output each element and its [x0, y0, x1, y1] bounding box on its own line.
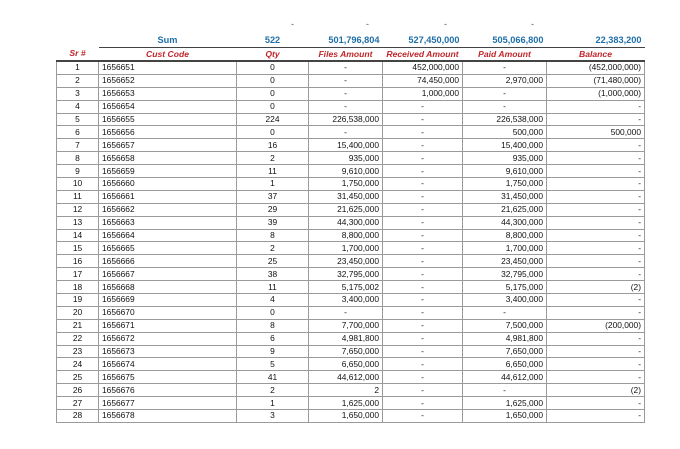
cell-paid-amount[interactable]: 23,450,000 [463, 255, 547, 268]
cell-paid-amount[interactable]: 935,000 [463, 152, 547, 165]
cell-cust-code[interactable]: 1656657 [99, 139, 237, 152]
cell-files-amount[interactable]: 7,650,000 [309, 345, 383, 358]
cell-balance[interactable]: - [547, 242, 645, 255]
cell-files-amount[interactable]: 23,450,000 [309, 255, 383, 268]
cell-paid-amount[interactable]: 32,795,000 [463, 268, 547, 281]
top-marks [0, 19, 680, 31]
cell-files-amount[interactable]: 32,795,000 [309, 268, 383, 281]
cell-received-amount[interactable]: - [383, 165, 463, 178]
table-row[interactable] [57, 190, 645, 203]
cell-cust-code[interactable]: 1656678 [99, 410, 237, 423]
cell-sr[interactable]: 17 [57, 268, 99, 281]
summary-balance: 22,383,200 [547, 34, 645, 48]
cell-paid-amount[interactable]: 8,800,000 [463, 229, 547, 242]
summary-label: Sum [99, 34, 237, 48]
cell-received-amount[interactable]: - [383, 113, 463, 126]
cell-sr[interactable]: 6 [57, 126, 99, 139]
cell-received-amount[interactable]: - [383, 203, 463, 216]
cell-files-amount[interactable]: - [309, 126, 383, 139]
cell-balance[interactable]: - [547, 294, 645, 307]
table-row[interactable] [57, 319, 645, 332]
cell-received-amount[interactable]: - [383, 190, 463, 203]
cell-paid-amount[interactable]: 2,970,000 [463, 74, 547, 87]
cell-qty[interactable]: 16 [237, 139, 309, 152]
header-paid-amount: Paid Amount [463, 48, 547, 62]
cell-balance[interactable]: - [547, 345, 645, 358]
cell-paid-amount[interactable]: 31,450,000 [463, 190, 547, 203]
table-row[interactable] [57, 152, 645, 165]
cell-received-amount[interactable]: - [383, 358, 463, 371]
cell-paid-amount[interactable]: 44,612,000 [463, 371, 547, 384]
cell-sr[interactable]: 10 [57, 178, 99, 191]
top-mark: - [291, 19, 294, 29]
cell-sr[interactable]: 19 [57, 294, 99, 307]
cell-paid-amount[interactable]: - [463, 61, 547, 74]
cell-files-amount[interactable]: 21,625,000 [309, 203, 383, 216]
table-row[interactable] [57, 332, 645, 345]
table-row[interactable] [57, 281, 645, 294]
cell-files-amount[interactable]: 4,981,800 [309, 332, 383, 345]
table-row[interactable] [57, 165, 645, 178]
table-row[interactable] [57, 371, 645, 384]
summary-qty: 522 [237, 34, 309, 48]
summary-paid-amount: 505,066,800 [463, 34, 547, 48]
cell-qty[interactable]: 2 [237, 152, 309, 165]
cell-received-amount[interactable]: 1,000,000 [383, 87, 463, 100]
cell-files-amount[interactable]: - [309, 61, 383, 74]
cell-balance[interactable]: - [547, 216, 645, 229]
cell-received-amount[interactable]: - [383, 178, 463, 191]
cell-qty[interactable]: 3 [237, 410, 309, 423]
cell-cust-code[interactable]: 1656652 [99, 74, 237, 87]
cell-sr[interactable]: 24 [57, 358, 99, 371]
table-row[interactable] [57, 61, 645, 74]
header-row [57, 48, 645, 62]
cell-balance[interactable]: (2) [547, 281, 645, 294]
cell-qty[interactable]: 6 [237, 332, 309, 345]
cell-sr[interactable]: 18 [57, 281, 99, 294]
cell-received-amount[interactable]: - [383, 397, 463, 410]
cell-qty[interactable]: 9 [237, 345, 309, 358]
cell-qty[interactable]: 0 [237, 87, 309, 100]
cell-sr[interactable]: 2 [57, 74, 99, 87]
table-row[interactable] [57, 126, 645, 139]
summary-blank-cell [57, 34, 99, 48]
cell-files-amount[interactable]: 44,300,000 [309, 216, 383, 229]
table-row[interactable] [57, 306, 645, 319]
customer-ledger-table [56, 34, 645, 423]
cell-balance[interactable]: (71,480,000) [547, 74, 645, 87]
cell-received-amount[interactable]: - [383, 242, 463, 255]
cell-balance[interactable]: - [547, 100, 645, 113]
cell-paid-amount[interactable]: - [463, 306, 547, 319]
cell-paid-amount[interactable]: 1,700,000 [463, 242, 547, 255]
cell-cust-code[interactable]: 1656655 [99, 113, 237, 126]
cell-files-amount[interactable]: 31,450,000 [309, 190, 383, 203]
cell-balance[interactable]: - [547, 371, 645, 384]
table-row[interactable] [57, 345, 645, 358]
cell-sr[interactable]: 16 [57, 255, 99, 268]
cell-qty[interactable]: 41 [237, 371, 309, 384]
cell-files-amount[interactable]: 2 [309, 384, 383, 397]
cell-qty[interactable]: 4 [237, 294, 309, 307]
cell-sr[interactable]: 14 [57, 229, 99, 242]
summary-files-amount: 501,796,804 [309, 34, 383, 48]
top-mark: - [444, 19, 447, 29]
cell-qty[interactable]: 5 [237, 358, 309, 371]
cell-received-amount[interactable]: 452,000,000 [383, 61, 463, 74]
cell-cust-code[interactable]: 1656669 [99, 294, 237, 307]
header-qty: Qty [237, 48, 309, 62]
cell-qty[interactable]: 8 [237, 229, 309, 242]
cell-files-amount[interactable]: 9,610,000 [309, 165, 383, 178]
cell-cust-code[interactable]: 1656675 [99, 371, 237, 384]
cell-balance[interactable]: 500,000 [547, 126, 645, 139]
cell-cust-code[interactable]: 1656654 [99, 100, 237, 113]
cell-sr[interactable]: 21 [57, 319, 99, 332]
table-row[interactable] [57, 139, 645, 152]
cell-files-amount[interactable]: - [309, 74, 383, 87]
cell-paid-amount[interactable]: 15,400,000 [463, 139, 547, 152]
cell-qty[interactable]: 25 [237, 255, 309, 268]
top-mark: - [531, 19, 534, 29]
cell-sr[interactable]: 5 [57, 113, 99, 126]
cell-paid-amount[interactable]: - [463, 100, 547, 113]
cell-files-amount[interactable]: 1,750,000 [309, 178, 383, 191]
cell-cust-code[interactable]: 1656671 [99, 319, 237, 332]
cell-paid-amount[interactable]: 4,981,800 [463, 332, 547, 345]
cell-balance[interactable]: - [547, 268, 645, 281]
header-cust-code: Cust Code [99, 48, 237, 62]
table-row[interactable] [57, 87, 645, 100]
header-files-amount: Files Amount [309, 48, 383, 62]
cell-qty[interactable]: 38 [237, 268, 309, 281]
cell-qty[interactable]: 2 [237, 384, 309, 397]
cell-sr[interactable]: 11 [57, 190, 99, 203]
cell-received-amount[interactable]: - [383, 306, 463, 319]
cell-files-amount[interactable]: 1,625,000 [309, 397, 383, 410]
table-row[interactable] [57, 113, 645, 126]
cell-sr[interactable]: 28 [57, 410, 99, 423]
table-row[interactable] [57, 216, 645, 229]
table-row[interactable] [57, 268, 645, 281]
cell-received-amount[interactable]: 74,450,000 [383, 74, 463, 87]
cell-paid-amount[interactable]: - [463, 384, 547, 397]
cell-received-amount[interactable]: - [383, 216, 463, 229]
cell-paid-amount[interactable]: 44,300,000 [463, 216, 547, 229]
cell-sr[interactable]: 27 [57, 397, 99, 410]
cell-balance[interactable]: - [547, 165, 645, 178]
cell-files-amount[interactable]: - [309, 100, 383, 113]
cell-qty[interactable]: 37 [237, 190, 309, 203]
cell-files-amount[interactable]: 935,000 [309, 152, 383, 165]
cell-files-amount[interactable]: 7,700,000 [309, 319, 383, 332]
cell-paid-amount[interactable]: 3,400,000 [463, 294, 547, 307]
cell-cust-code[interactable]: 1656658 [99, 152, 237, 165]
cell-balance[interactable]: - [547, 255, 645, 268]
cell-cust-code[interactable]: 1656656 [99, 126, 237, 139]
cell-balance[interactable]: - [547, 410, 645, 423]
cell-paid-amount[interactable]: 21,625,000 [463, 203, 547, 216]
cell-sr[interactable]: 26 [57, 384, 99, 397]
cell-files-amount[interactable]: 5,175,002 [309, 281, 383, 294]
cell-sr[interactable]: 7 [57, 139, 99, 152]
cell-received-amount[interactable]: - [383, 126, 463, 139]
cell-balance[interactable]: (1,000,000) [547, 87, 645, 100]
cell-received-amount[interactable]: - [383, 100, 463, 113]
summary-received-amount: 527,450,000 [383, 34, 463, 48]
cell-cust-code[interactable]: 1656667 [99, 268, 237, 281]
cell-paid-amount[interactable]: 1,650,000 [463, 410, 547, 423]
cell-received-amount[interactable]: - [383, 384, 463, 397]
cell-cust-code[interactable]: 1656677 [99, 397, 237, 410]
cell-received-amount[interactable]: - [383, 281, 463, 294]
table-row[interactable] [57, 384, 645, 397]
cell-balance[interactable]: - [547, 139, 645, 152]
cell-qty[interactable]: 2 [237, 242, 309, 255]
cell-paid-amount[interactable]: 9,610,000 [463, 165, 547, 178]
cell-cust-code[interactable]: 1656674 [99, 358, 237, 371]
cell-cust-code[interactable]: 1656668 [99, 281, 237, 294]
cell-files-amount[interactable]: 1,650,000 [309, 410, 383, 423]
cell-received-amount[interactable]: - [383, 332, 463, 345]
cell-balance[interactable]: (200,000) [547, 319, 645, 332]
cell-sr[interactable]: 1 [57, 61, 99, 74]
cell-sr[interactable]: 8 [57, 152, 99, 165]
table-row[interactable] [57, 410, 645, 423]
cell-qty[interactable]: 0 [237, 61, 309, 74]
cell-balance[interactable]: - [547, 306, 645, 319]
cell-balance[interactable]: - [547, 190, 645, 203]
cell-paid-amount[interactable]: 7,500,000 [463, 319, 547, 332]
cell-qty[interactable]: 0 [237, 126, 309, 139]
cell-cust-code[interactable]: 1656665 [99, 242, 237, 255]
cell-received-amount[interactable]: - [383, 345, 463, 358]
cell-balance[interactable]: - [547, 152, 645, 165]
cell-sr[interactable]: 9 [57, 165, 99, 178]
cell-qty[interactable]: 1 [237, 397, 309, 410]
cell-balance[interactable]: - [547, 358, 645, 371]
cell-qty[interactable]: 11 [237, 281, 309, 294]
cell-sr[interactable]: 20 [57, 306, 99, 319]
cell-cust-code[interactable]: 1656661 [99, 190, 237, 203]
cell-received-amount[interactable]: - [383, 371, 463, 384]
table-row[interactable] [57, 358, 645, 371]
cell-files-amount[interactable]: - [309, 306, 383, 319]
cell-cust-code[interactable]: 1656670 [99, 306, 237, 319]
cell-qty[interactable]: 1 [237, 178, 309, 191]
cell-cust-code[interactable]: 1656666 [99, 255, 237, 268]
cell-files-amount[interactable]: 226,538,000 [309, 113, 383, 126]
cell-paid-amount[interactable]: 1,625,000 [463, 397, 547, 410]
cell-cust-code[interactable]: 1656663 [99, 216, 237, 229]
cell-files-amount[interactable]: - [309, 87, 383, 100]
cell-cust-code[interactable]: 1656651 [99, 61, 237, 74]
cell-files-amount[interactable]: 6,650,000 [309, 358, 383, 371]
table-row[interactable] [57, 294, 645, 307]
cell-paid-amount[interactable]: 226,538,000 [463, 113, 547, 126]
cell-files-amount[interactable]: 8,800,000 [309, 229, 383, 242]
cell-cust-code[interactable]: 1656673 [99, 345, 237, 358]
cell-files-amount[interactable]: 1,700,000 [309, 242, 383, 255]
header-received-amount: Received Amount [383, 48, 463, 62]
top-mark: - [366, 19, 369, 29]
cell-balance[interactable]: - [547, 203, 645, 216]
cell-paid-amount[interactable]: - [463, 87, 547, 100]
cell-balance[interactable]: - [547, 332, 645, 345]
table-row[interactable] [57, 229, 645, 242]
cell-qty[interactable]: 11 [237, 165, 309, 178]
cell-cust-code[interactable]: 1656653 [99, 87, 237, 100]
cell-received-amount[interactable]: - [383, 319, 463, 332]
cell-paid-amount[interactable]: 6,650,000 [463, 358, 547, 371]
cell-received-amount[interactable]: - [383, 152, 463, 165]
cell-paid-amount[interactable]: 500,000 [463, 126, 547, 139]
cell-received-amount[interactable]: - [383, 255, 463, 268]
cell-cust-code[interactable]: 1656672 [99, 332, 237, 345]
cell-cust-code[interactable]: 1656676 [99, 384, 237, 397]
cell-qty[interactable]: 0 [237, 100, 309, 113]
cell-qty[interactable]: 29 [237, 203, 309, 216]
table-row[interactable] [57, 242, 645, 255]
cell-sr[interactable]: 12 [57, 203, 99, 216]
cell-balance[interactable]: (452,000,000) [547, 61, 645, 74]
cell-qty[interactable]: 224 [237, 113, 309, 126]
table-row[interactable] [57, 255, 645, 268]
cell-sr[interactable]: 23 [57, 345, 99, 358]
cell-sr[interactable]: 25 [57, 371, 99, 384]
header-sr: Sr # [57, 48, 99, 62]
cell-files-amount[interactable]: 15,400,000 [309, 139, 383, 152]
summary-row [57, 34, 645, 48]
cell-files-amount[interactable]: 44,612,000 [309, 371, 383, 384]
cell-received-amount[interactable]: - [383, 139, 463, 152]
cell-sr[interactable]: 13 [57, 216, 99, 229]
cell-balance[interactable]: - [547, 229, 645, 242]
cell-received-amount[interactable]: - [383, 229, 463, 242]
cell-sr[interactable]: 3 [57, 87, 99, 100]
table-row[interactable] [57, 203, 645, 216]
cell-received-amount[interactable]: - [383, 294, 463, 307]
cell-files-amount[interactable]: 3,400,000 [309, 294, 383, 307]
cell-paid-amount[interactable]: 1,750,000 [463, 178, 547, 191]
table-row[interactable] [57, 100, 645, 113]
cell-balance[interactable]: - [547, 397, 645, 410]
table-row[interactable] [57, 178, 645, 191]
cell-cust-code[interactable]: 1656664 [99, 229, 237, 242]
cell-qty[interactable]: 0 [237, 306, 309, 319]
cell-balance[interactable]: - [547, 113, 645, 126]
cell-cust-code[interactable]: 1656660 [99, 178, 237, 191]
table-row[interactable] [57, 74, 645, 87]
cell-sr[interactable]: 22 [57, 332, 99, 345]
cell-qty[interactable]: 39 [237, 216, 309, 229]
cell-qty[interactable]: 8 [237, 319, 309, 332]
cell-paid-amount[interactable]: 7,650,000 [463, 345, 547, 358]
cell-balance[interactable]: - [547, 178, 645, 191]
cell-paid-amount[interactable]: 5,175,000 [463, 281, 547, 294]
cell-cust-code[interactable]: 1656662 [99, 203, 237, 216]
cell-cust-code[interactable]: 1656659 [99, 165, 237, 178]
header-balance: Balance [547, 48, 645, 62]
cell-sr[interactable]: 4 [57, 100, 99, 113]
table-row[interactable] [57, 397, 645, 410]
cell-received-amount[interactable]: - [383, 410, 463, 423]
cell-qty[interactable]: 0 [237, 74, 309, 87]
cell-received-amount[interactable]: - [383, 268, 463, 281]
cell-sr[interactable]: 15 [57, 242, 99, 255]
cell-balance[interactable]: (2) [547, 384, 645, 397]
